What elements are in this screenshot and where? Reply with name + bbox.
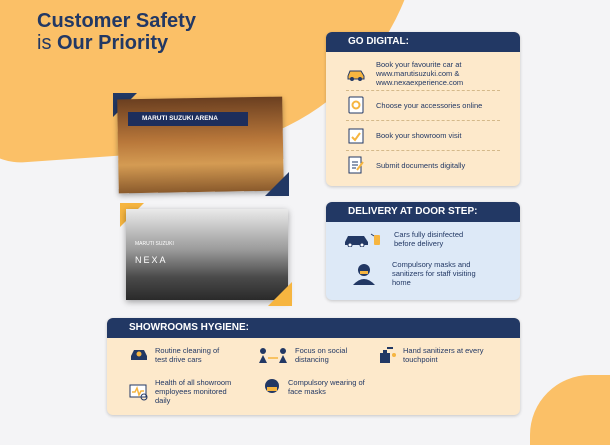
delivery-card [326,202,520,300]
car-clean-icon [129,346,149,364]
divider [346,90,500,91]
hygiene-item-distancing [257,346,360,364]
digital-item-text: Book your showroom visit [376,130,462,140]
title-line-1: Customer Safety [37,10,196,32]
go-digital-heading: GO DIGITAL: [326,32,520,52]
hygiene-item-text: Focus on social distancing [295,346,348,364]
car-icon [346,65,366,83]
arena-sign-text: MARUTI SUZUKI ARENA [142,115,218,122]
car-spray-icon [344,230,384,248]
delivery-heading: DELIVERY AT DOOR STEP: [326,202,520,222]
health-check-icon [129,383,149,401]
hygiene-item-text: Health of all showroom employees monitored daily [155,378,232,405]
title-line-2b: Our Priority [57,32,169,54]
delivery-item-disinfected [344,230,474,248]
hygiene-item-text: Compulsory wearing of face masks [288,378,365,396]
photo-corner-decoration [265,172,289,196]
delivery-item-masks [346,260,482,287]
arena-sign-banner [128,112,248,126]
divider [346,150,500,151]
hygiene-card [107,318,520,415]
digital-item-book-car [346,60,496,87]
hygiene-item-sanitizers [377,346,498,364]
delivery-item-text: Cars fully disinfected before delivery [394,230,464,248]
sanitizer-icon [377,346,397,364]
face-mask-icon [262,378,282,396]
gear-icon [346,96,366,114]
divider [346,120,500,121]
digital-item-text: Submit documents digitally [376,160,466,170]
photo-corner-decoration [268,282,292,306]
hygiene-item-masks [262,378,368,396]
mask-person-icon [346,265,382,283]
hygiene-item-text: Hand sanitizers at every touchpoint [403,346,484,364]
digital-item-text: Book your favourite car at www.marutisuzuki.com & www.nexaexperience.com [376,60,464,87]
hygiene-heading: SHOWROOMS HYGIENE: [107,318,520,338]
decorative-blob-bottom [530,375,610,445]
go-digital-card [326,32,520,186]
digital-item-showroom-visit [346,126,461,144]
distance-icon [257,346,289,364]
hygiene-item-cleaning [129,346,227,364]
title-line-2 [37,32,196,54]
nexa-brand-text: NEXA [135,255,168,265]
title-line-2a: is [37,32,57,54]
nexa-sign-banner [135,232,275,265]
nexa-sign-text: MARUTI SUZUKI [135,241,174,247]
page-title [37,10,196,54]
digital-item-text: Choose your accessories online [376,100,483,110]
hygiene-item-health [129,378,243,405]
document-icon [346,156,366,174]
hygiene-item-text: Routine cleaning of test drive cars [155,346,220,364]
calendar-icon [346,126,366,144]
digital-item-documents [346,156,465,174]
delivery-item-text: Compulsory masks and sanitizers for staff visiting home [392,260,476,287]
digital-item-accessories [346,96,482,114]
